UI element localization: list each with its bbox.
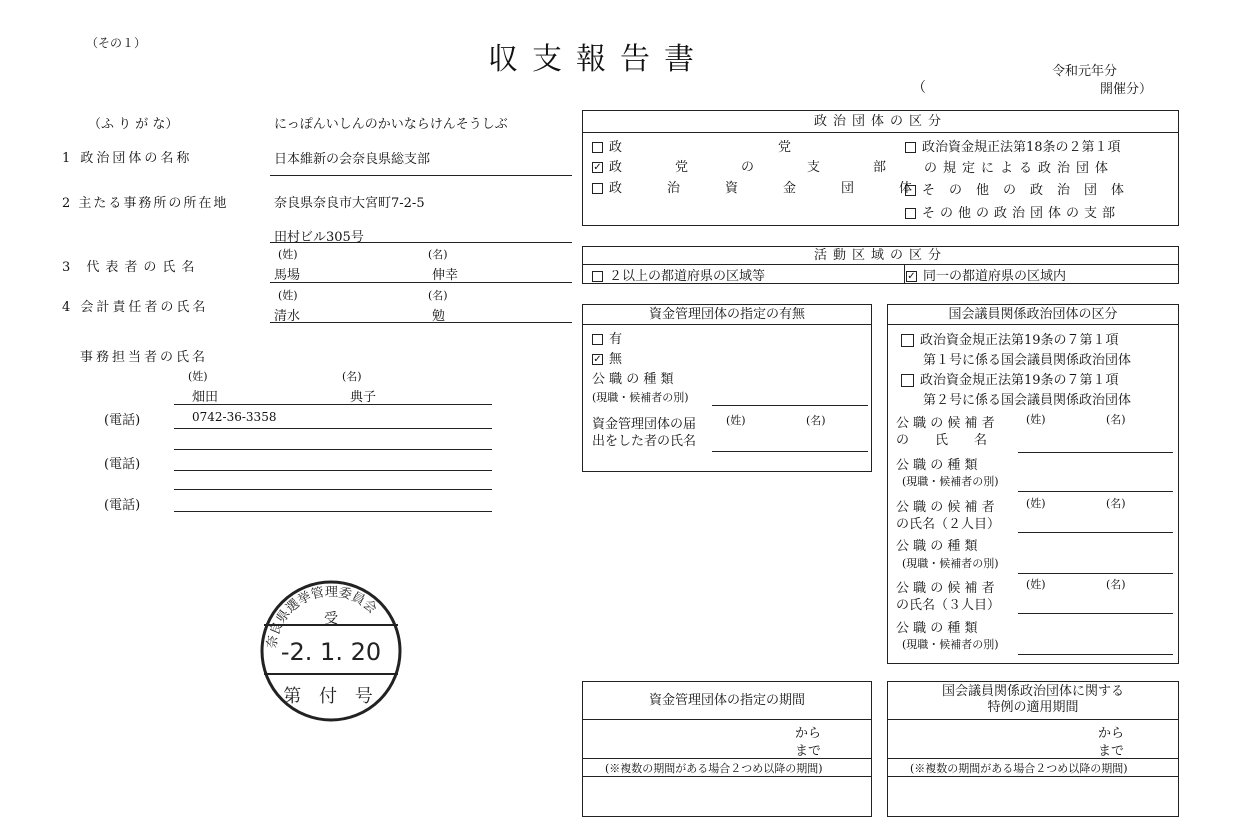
area-title: 活動区域の区分	[583, 247, 1178, 265]
checkbox-area-multi[interactable]	[592, 271, 603, 282]
furigana-value: にっぽんいしんのかいならけんそうしぶ	[274, 117, 508, 132]
diet-cand3-mei: (名)	[1106, 578, 1126, 591]
checkbox-other-branch[interactable]	[905, 208, 916, 219]
address-line2: 田村ビル305号	[274, 230, 364, 245]
checkbox-area-single[interactable]: ✓	[907, 271, 916, 282]
receipt-stamp	[258, 578, 404, 724]
checkbox-article18[interactable]	[905, 142, 916, 153]
rep-mei-label: (名)	[428, 248, 448, 261]
stamp-date: -2. 1. 20	[280, 638, 382, 666]
diet-cand1-a: 公 職 の 候 補 者	[896, 416, 995, 431]
org-name-label: 1 政治団体の名称	[62, 151, 193, 166]
rep-sei-value: 馬場	[274, 268, 301, 283]
fund-notifier-label-1: 資金管理団体の届	[592, 417, 697, 432]
phone-value-1: 0742-36-3358	[192, 410, 277, 424]
category-title: 政治団体の区分	[583, 111, 1178, 133]
diet-cand3-b: の氏名（３人目）	[896, 598, 1001, 613]
fund-office-note: (現職・候補者の別)	[592, 391, 689, 404]
diet-cand1-b: の 氏 名	[896, 433, 988, 448]
checkbox-diet-opt2[interactable]	[901, 374, 914, 387]
period-diet-title-1: 国会議員関係政治団体に関する	[941, 684, 1124, 699]
category-other-label: その他の政治団体	[922, 183, 1139, 198]
diet-cand1-mei: (名)	[1106, 413, 1126, 426]
category-fund-label: 政 治 資 金 団 体	[609, 181, 929, 196]
category-article18[interactable]	[905, 136, 1121, 155]
diet-cand2-mei: (名)	[1106, 497, 1126, 510]
diet-opt2-label: 政治資金規正法第19条の７第１項	[920, 373, 1119, 388]
address-line1: 奈良県奈良市大宮町7-2-5	[274, 196, 425, 211]
diet-cand2-sei: (姓)	[1026, 497, 1046, 510]
diet-opt1-cont: 第１号に係る国会議員関係政治団体	[923, 353, 1132, 368]
category-branch[interactable]	[592, 156, 906, 175]
category-article18-label: 政治資金規正法第18条の２第１項	[922, 140, 1121, 155]
checkbox-fund-no[interactable]: ✓	[593, 354, 602, 365]
period-diet-title-2: 特例の適用期間	[987, 700, 1079, 715]
diet-type2: 公 職 の 種 類	[896, 539, 978, 554]
phone-label-3: (電話)	[104, 498, 141, 513]
diet-type3: 公 職 の 種 類	[896, 621, 978, 636]
area-single[interactable]	[906, 265, 1066, 284]
acct-mei-label: (名)	[428, 289, 448, 302]
checkbox-fund[interactable]	[592, 183, 603, 194]
fund-no-label: 無	[609, 352, 623, 367]
period-diet-from: から	[1098, 726, 1125, 741]
staff-label: 事務担当者の氏名	[80, 350, 209, 365]
fund-notifier-mei-label: (名)	[806, 414, 826, 427]
diet-type3-note: (現職・候補者の別)	[902, 638, 999, 651]
fund-notifier-sei-label: (姓)	[726, 414, 746, 427]
fund-notifier-label-2: 出をした者の氏名	[592, 434, 697, 449]
area-multi-label: ２以上の都道府県の区域等	[609, 269, 766, 284]
fund-office-type: 公 職 の 種 類	[592, 372, 674, 387]
fund-no[interactable]	[592, 348, 622, 367]
period-fund-title: 資金管理団体の指定の期間	[583, 682, 871, 720]
year-label: 令和元年分	[1052, 64, 1118, 79]
checkbox-party[interactable]	[592, 142, 603, 153]
diet-opt1[interactable]	[901, 329, 1119, 348]
accountant-label: 4 会計責任者の氏名	[62, 300, 209, 315]
period-fund-box	[582, 681, 872, 817]
period-fund-note: (※複数の期間がある場合２つめ以降の期間)	[605, 762, 823, 775]
diet-cand3-a: 公 職 の 候 補 者	[896, 581, 995, 596]
category-party-label: 政 党	[609, 140, 792, 155]
category-fund[interactable]	[592, 177, 928, 196]
phone-label-1: (電話)	[104, 413, 141, 428]
staff-sei-value: 畑田	[192, 390, 219, 405]
staff-mei-label: (名)	[342, 370, 362, 383]
diet-cand2-a: 公 職 の 候 補 者	[896, 500, 995, 515]
acct-sei-value: 清水	[274, 309, 301, 324]
category-article18-cont: の規定による政治団体	[924, 161, 1115, 176]
phone-label-2: (電話)	[104, 457, 141, 472]
category-other-branch-label: その他の政治団体の支部	[922, 206, 1121, 221]
diet-type1-note: (現職・候補者の別)	[902, 475, 999, 488]
category-other-branch[interactable]	[905, 202, 1120, 221]
diet-title: 国会議員関係政治団体の区分	[888, 305, 1178, 325]
session-label: 開催分）	[1100, 82, 1153, 97]
paren-open: （	[912, 80, 926, 96]
period-diet-box	[887, 681, 1179, 817]
category-party[interactable]	[592, 136, 791, 155]
page-title: 収支報告書	[488, 42, 708, 77]
category-branch-label: 政 党 の 支 部	[609, 160, 907, 175]
category-other[interactable]	[905, 179, 1138, 198]
fund-yes-label: 有	[609, 332, 623, 347]
diet-cand2-b: の氏名（２人目）	[896, 517, 1001, 532]
stamp-top-text: 奈良県選挙管理委員会	[264, 584, 380, 650]
representative-label: 3 代表者の氏名	[62, 260, 201, 275]
area-multi[interactable]	[592, 265, 765, 284]
fund-yes[interactable]	[592, 328, 622, 347]
diet-cand3-sei: (姓)	[1026, 578, 1046, 591]
furigana-label: （ふ り が な）	[88, 117, 179, 132]
acct-sei-label: (姓)	[278, 289, 298, 302]
sheet-number: （その１）	[86, 36, 147, 50]
staff-sei-label: (姓)	[188, 370, 208, 383]
checkbox-branch[interactable]: ✓	[593, 162, 602, 173]
fund-mgmt-title: 資金管理団体の指定の有無	[583, 305, 871, 325]
address-label: 2 主たる事務所の所在地	[62, 196, 229, 211]
rep-mei-value: 伸幸	[432, 268, 459, 283]
checkbox-fund-yes[interactable]	[592, 334, 603, 345]
staff-mei-value: 典子	[350, 390, 377, 405]
area-single-label: 同一の都道府県の区域内	[923, 269, 1067, 284]
stamp-bottom-text: 第 付 号	[283, 686, 379, 707]
checkbox-other[interactable]	[905, 185, 916, 196]
period-diet-note: (※複数の期間がある場合２つめ以降の期間)	[910, 762, 1128, 775]
org-name-value: 日本維新の会奈良県総支部	[274, 152, 431, 167]
diet-opt2-cont: 第２号に係る国会議員関係政治団体	[923, 393, 1132, 408]
period-diet-to: まで	[1098, 744, 1125, 759]
diet-type2-note: (現職・候補者の別)	[902, 557, 999, 570]
rep-sei-label: (姓)	[278, 248, 298, 261]
diet-cand1-sei: (姓)	[1026, 413, 1046, 426]
period-fund-from: から	[795, 726, 822, 741]
diet-type1: 公 職 の 種 類	[896, 458, 978, 473]
checkbox-diet-opt1[interactable]	[901, 334, 914, 347]
acct-mei-value: 勉	[432, 309, 446, 324]
diet-opt1-label: 政治資金規正法第19条の７第１項	[920, 333, 1119, 348]
stamp-received: 受	[324, 611, 338, 627]
diet-opt2[interactable]	[901, 369, 1119, 388]
period-fund-to: まで	[795, 744, 822, 759]
